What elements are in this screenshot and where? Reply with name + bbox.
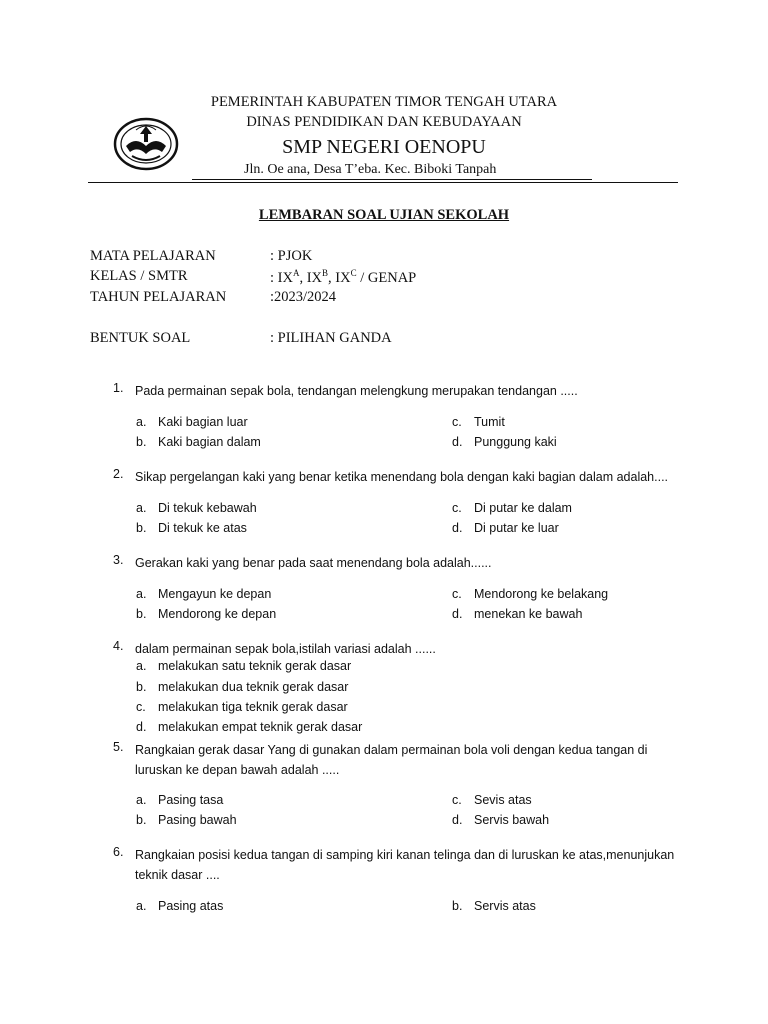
meta-subject-value: : PJOK [270,248,313,264]
document-title: LEMBARAN SOAL UJIAN SEKOLAH [258,207,510,223]
question-number: 2. [113,467,124,481]
question-number: 4. [113,639,124,653]
question-text: dalam permainan sepak bola,istilah variasi adalah ...... [135,642,436,656]
question-text: Gerakan kaki yang benar pada saat menendang bola adalah...... [135,556,492,570]
question-number: 1. [113,381,124,395]
meta-form-label: BENTUK SOAL [90,330,191,346]
question-text: Pada permainan sepak bola, tendangan melengkung merupakan tendangan ..... [135,384,578,398]
meta-year-label: TAHUN PELAJARAN [90,289,227,305]
question-text: Rangkaian gerak dasar Yang di gunakan dalam permainan bola voli dengan kedua tangan di luruskan ke depan bawah adalah ..... [135,743,648,777]
question-number: 6. [113,845,124,859]
question-number: 3. [113,553,124,567]
meta-form-value: : PILIHAN GANDA [270,330,392,346]
header-line-1: PEMERINTAH KABUPATEN TIMOR TENGAH UTARA [210,94,558,110]
school-address: Jln. Oe ana, Desa T’eba. Kec. Biboki Tanpah [192,162,592,180]
header-line-2: DINAS PENDIDIKAN DAN KEBUDAYAAN [246,114,522,130]
question-text: Sikap pergelangan kaki yang benar ketika menendang bola dengan kaki bagian dalam adalah.... [135,470,669,484]
meta-class-value: : $IX^A$, $IX^B$, $IX^C$ / GENAP [270,268,417,286]
school-name: SMP NEGERI OENOPU [282,136,486,158]
meta-class-label: KELAS / SMTR [90,268,188,284]
meta-year-value: :2023/2024 [270,289,337,305]
letterhead-divider [88,182,678,183]
question-text: Rangkaian posisi kedua tangan di samping kiri kanan telinga dan di luruskan ke atas,menunjukan teknik dasar .... [135,848,675,882]
meta-subject-label: MATA PELAJARAN [90,248,216,264]
question-number: 5. [113,740,124,754]
